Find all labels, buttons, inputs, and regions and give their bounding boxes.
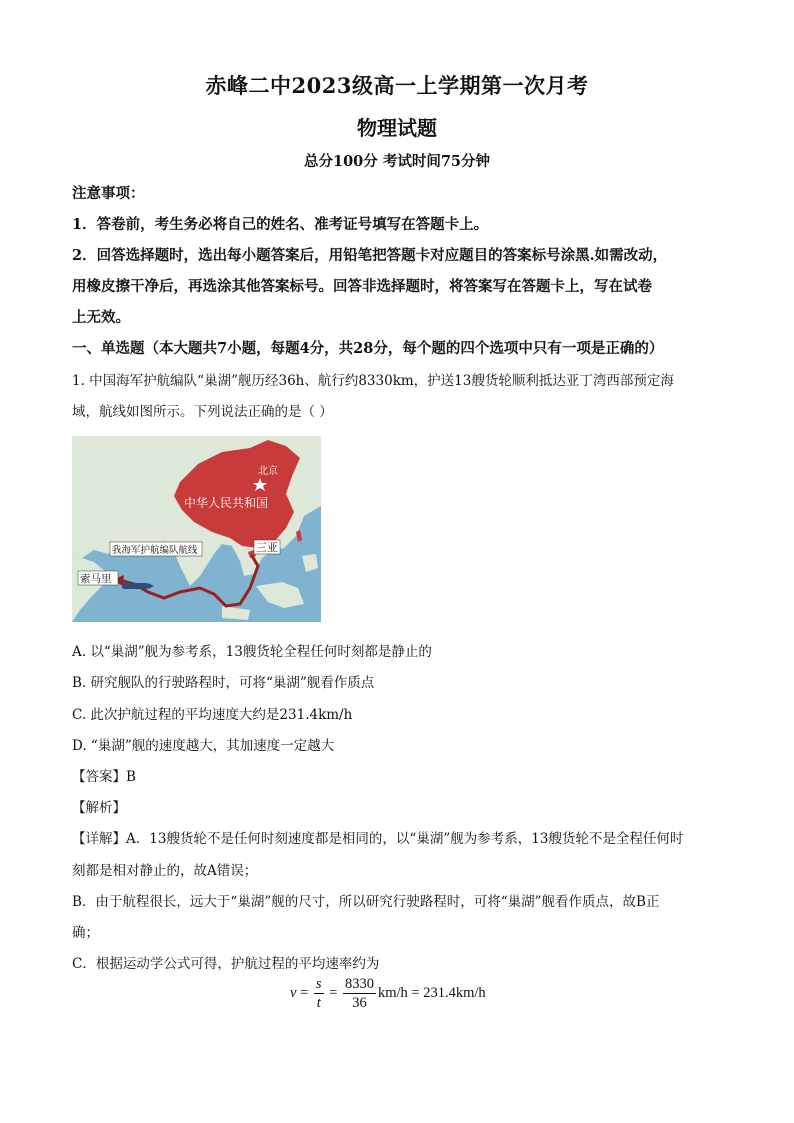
formula-eq-1: = bbox=[300, 984, 309, 1001]
question-1-stem-line-1: 1. 中国海军护航编队“巢湖”舰历经36h、航行约8330km，护送13艘货轮顺利抵达亚丁湾西部预定海 bbox=[72, 373, 674, 389]
subject-title: 物理试题 bbox=[357, 116, 437, 140]
formula-fraction-s-t bbox=[314, 975, 324, 1012]
notice-heading: 注意事项： bbox=[72, 185, 145, 202]
formula-v: v bbox=[290, 984, 297, 1001]
formula-unit: km/h bbox=[377, 984, 408, 1001]
option-c: C. 此次护航过程的平均速度大约是231.4km/h bbox=[72, 707, 353, 723]
answer-line: 【答案】B bbox=[72, 769, 136, 785]
formula-s: s bbox=[315, 976, 322, 992]
analysis-heading: 【解析】 bbox=[72, 800, 126, 816]
option-b: B. 研究舰队的行驶路程时，可将“巢湖”舰看作质点 bbox=[72, 675, 375, 691]
detail-line-5: C．根据运动学公式可得，护航过程的平均速率约为 bbox=[72, 956, 380, 972]
section-1-heading: 一、单选题（本大题共7小题，每题4分，共28分，每个题的四个选项中只有一项是正确的） bbox=[72, 340, 664, 357]
option-d: D. “巢湖”舰的速度越大，其加速度一定越大 bbox=[72, 738, 335, 754]
ship-icon bbox=[122, 583, 148, 589]
notice-item-2-line-2: 用橡皮擦干净后，再选涂其他答案标号。回答非选择题时，将答案写在答题卡上，写在试卷 bbox=[72, 278, 652, 295]
label-sanya: 三亚 bbox=[256, 542, 278, 554]
formula-fraction-values bbox=[343, 975, 376, 1012]
formula-eq-2: = bbox=[329, 984, 338, 1001]
exam-title: 赤峰二中2023级高一上学期第一次月考 bbox=[205, 73, 589, 98]
exam-info: 总分100分 考试时间75分钟 bbox=[304, 153, 490, 170]
label-china: 中华人民共和国 bbox=[184, 496, 269, 510]
label-route: 我海军护航编队航线 bbox=[112, 545, 198, 556]
label-somalia: 索马里 bbox=[80, 573, 112, 585]
detail-line-3: B．由于航程很长，远大于“巢湖”舰的尺寸，所以研究行驶路程时，可将“巢湖”舰看作质点，故B正 bbox=[72, 894, 660, 910]
detail-line-4: 确； bbox=[72, 925, 99, 941]
formula-denominator: 36 bbox=[352, 995, 367, 1011]
notice-item-2-line-1: 2．回答选择题时，选出每小题答案后，用铅笔把答题卡对应题目的答案标号涂黑.如需改动， bbox=[72, 247, 668, 264]
formula-numerator: 8330 bbox=[344, 976, 374, 992]
notice-item-1: 1．答卷前，考生务必将自己的姓名、准考证号填写在答题卡上。 bbox=[72, 216, 489, 233]
detail-line-2: 刻都是相对静止的，故A错误； bbox=[72, 863, 258, 879]
notice-item-2-line-3: 上无效。 bbox=[72, 309, 130, 326]
average-speed-formula bbox=[290, 975, 486, 1012]
formula-t: t bbox=[316, 995, 321, 1011]
label-beijing: 北京 bbox=[258, 466, 278, 477]
formula-result: = 231.4km/h bbox=[411, 984, 486, 1001]
detail-line-1: 【详解】A．13艘货轮不是任何时刻速度都是相同的，以“巢湖”舰为参考系，13艘货轮不是全程任何时 bbox=[72, 831, 684, 847]
question-1-stem-line-2: 域，航线如图所示。下列说法正确的是（ ） bbox=[72, 404, 333, 420]
route-map-figure bbox=[72, 436, 321, 622]
option-a: A. 以“巢湖”舰为参考系，13艘货轮全程任何时刻都是静止的 bbox=[72, 644, 432, 660]
